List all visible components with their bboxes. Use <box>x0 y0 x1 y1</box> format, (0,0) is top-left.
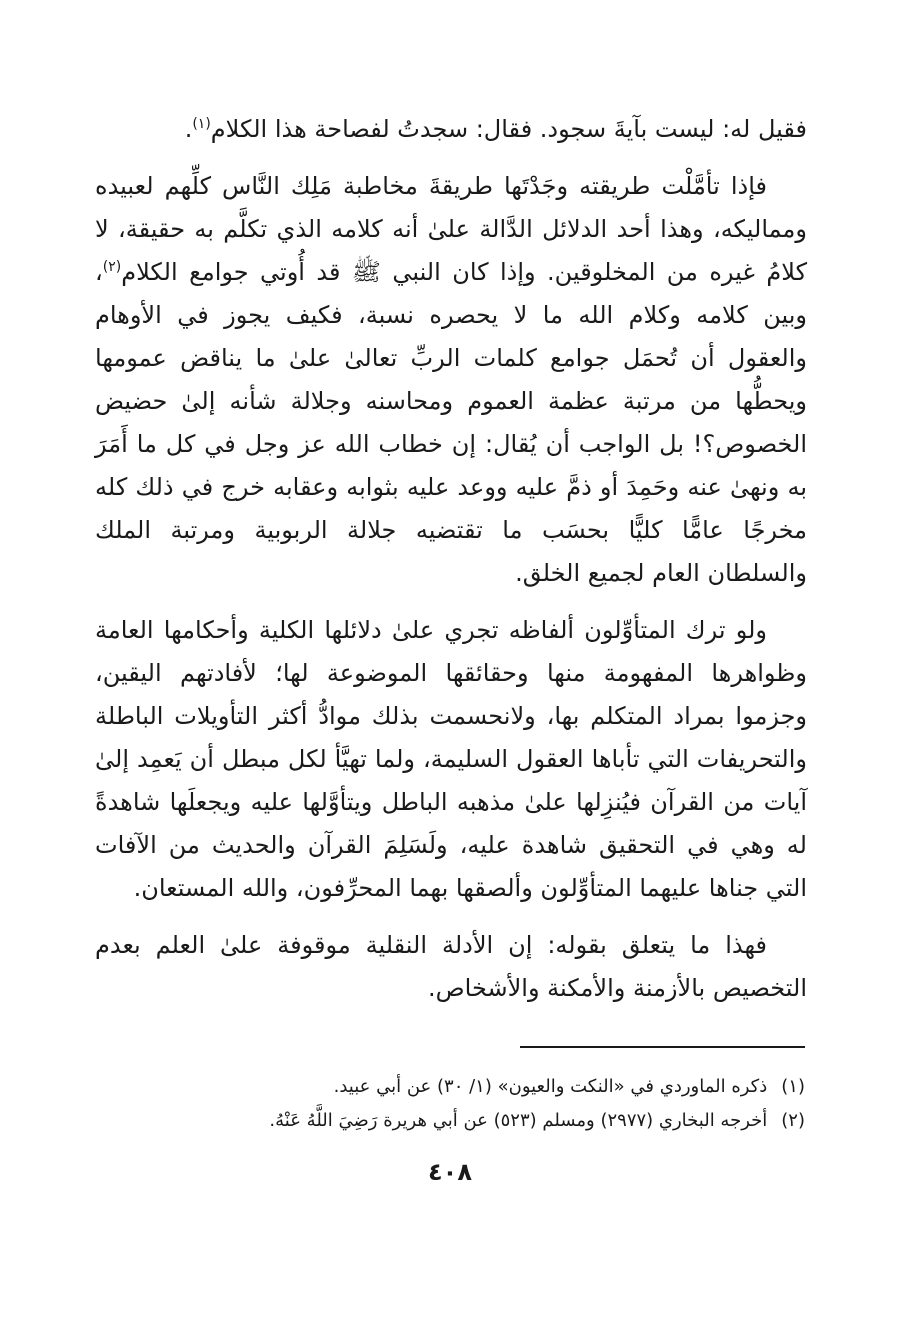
paragraph-1-text: فقيل له: ليست بآيةَ سجود. فقال: سجدتُ لفصاحة هذا الكلام <box>210 115 807 143</box>
paragraph-4 <box>95 924 807 1010</box>
footnote-2 <box>95 1104 807 1138</box>
footnote-1 <box>95 1070 807 1104</box>
footnote-1-text: ذكره الماوردي في «النكت والعيون» (١/ ٣٠) عن أبي عبيد. <box>333 1076 768 1097</box>
paragraph-4-text: فهذا ما يتعلق بقوله: إن الأدلة النقلية موقوفة علىٰ العلم بعدم التخصيص بالأزمنة والأمكنة والأشخاص. <box>95 931 807 1002</box>
page-number: ٤٠٨ <box>428 1158 472 1186</box>
footnotes <box>95 1070 807 1138</box>
footnote-2-number: (٢) <box>781 1110 805 1131</box>
footnote-1-number: (١) <box>781 1076 805 1097</box>
footnote-separator <box>520 1046 805 1048</box>
paragraph-3-text: ولو ترك المتأوِّلون ألفاظه تجري علىٰ دلائلها الكلية وأحكامها العامة وظواهرها المفهومة منها وحقائقها الموضوعة لها؛ لأفادتهم اليقين، وجزموا بمراد المتكلم بها، ولانحسمت بذلك موادُّ أكثر التأويلات الباطلة والتحريفات التي تأباها العقول السليمة، ولما تهيَّأ لكل مبطل أن يَعمِد إلىٰ آيات من القرآن فيُنزِلها علىٰ مذهبه الباطل ويتأوَّلها عليه ويجعلَها شاهدةً له وهي في التحقيق شاهدة عليه، ولَسَلِمَ القرآن والحديث من الآفات التي جناها عليهما المتأوِّلون وألصقها بهما المحرِّفون، والله المستعان. <box>95 616 807 902</box>
paragraph-3 <box>95 609 807 910</box>
paragraph-2-text: فإذا تأمَّلْت طريقته وجَدْتَها طريقةَ مخاطبة مَلِك النَّاس كلِّهم لعبيده ومماليكه، وهذا أحد الدلائل الدَّالة علىٰ أنه كلامه الذي تكلَّم به حقيقة، لا كلامُ غيره من المخلوقين. وإذا كان النبي ﷺ قد أُوتي جوامع الكلام <box>95 172 807 286</box>
paragraph-2 <box>95 165 807 595</box>
footnote-ref-1[interactable]: (١) <box>192 116 211 132</box>
paragraph-1-tail: . <box>184 115 193 143</box>
page-body <box>95 108 807 1010</box>
paragraph-2-tail: ، وبين كلامه وكلام الله ما لا يحصره نسبة، فكيف يجوز في الأوهام والعقول أن تُحمَل جوامع كلمات الربِّ تعالىٰ علىٰ ما يناقض عمومها ويحطُّها من مرتبة عظمة العموم ومحاسنه وجلالة شأنه إلىٰ حضيض الخصوص؟! بل الواجب أن يُقال: إن خطاب الله عز وجل في كل ما أَمَرَ به ونهىٰ عنه وحَمِدَ أو ذمَّ عليه ووعد عليه بثوابه وعقابه خرج في ذلك كله مخرجًا عامًّا كليًّا بحسَب ما تقتضيه جلالة الربوبية ومرتبة الملك والسلطان العام لجميع الخلق. <box>95 258 807 587</box>
footnote-2-text: أخرجه البخاري (٢٩٧٧) ومسلم (٥٢٣) عن أبي هريرة رَضِيَ اللَّهُ عَنْهُ. <box>269 1110 768 1131</box>
footnote-ref-2[interactable]: (٢) <box>102 259 122 275</box>
paragraph-1 <box>95 108 807 151</box>
